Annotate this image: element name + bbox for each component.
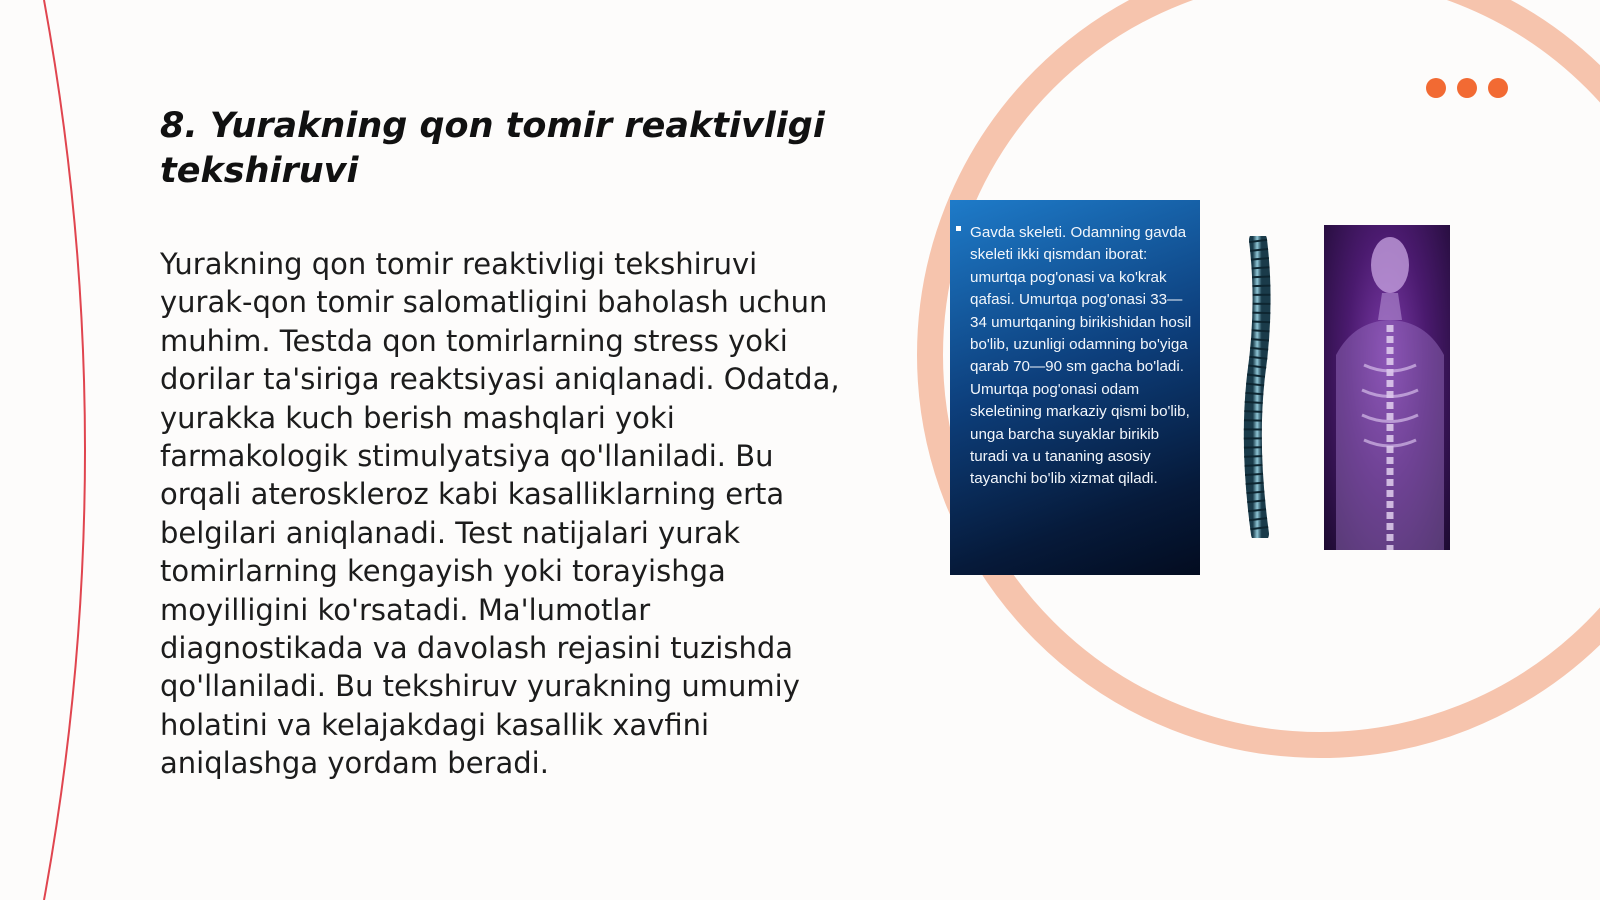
skeleton-info-box (950, 200, 1200, 575)
anatomy-image (1324, 225, 1450, 550)
slide-body-text: Yurakning qon tomir reaktivligi tekshiruvi yurak-qon tomir salomatligini baholash uchun muhim. Testda qon tomirlarning stress yoki dorilar ta'siriga reaktsiyasi aniqlanadi. Odatda, yurakka kuch berish mashqlari yoki farmakologik stimulyatsiya qo'llaniladi. Bu orqali ateroskleroz kabi kasalliklarning erta belgilari aniqlanadi. Test natijalari yurak tomirlarning kengayish yoki torayishga moyilligini ko'rsatadi. Ma'lumotlar diagnostikada va davolash rejasini tuzishda qo'llaniladi. Bu tekshiruv yurakning umumiy holatini va kelajakdagi kasallik xavfini aniqlashga yordam beradi. (160, 247, 840, 781)
dot (1426, 78, 1446, 98)
slide-title: 8. Yurakning qon tomir reaktivligi tekshiruvi (160, 106, 825, 191)
left-accent-line (44, 0, 85, 900)
skeleton-info-text: Gavda skeleti. Odamning gavda skeleti ikki qismdan iborat: umurtqa pog'onasi va ko'krak qafasi. Umurtqa pog'onasi 33—34 umurtqaning birikishidan hosil bo'lib, uzunligi odamning bo'yiga qarab 70—90 sm gacha bo'ladi. Umurtqa pog'onasi odam skeletining markaziy qismi bo'lib, unga barcha suyaklar birikib turadi va u tananing asosiy tayanchi bo'lib xizmat qiladi. (970, 224, 1192, 488)
dot (1457, 78, 1477, 98)
dot (1488, 78, 1508, 98)
bullet-icon (956, 226, 961, 231)
menu-dots-icon (1426, 78, 1508, 98)
spine-image (1238, 236, 1286, 538)
